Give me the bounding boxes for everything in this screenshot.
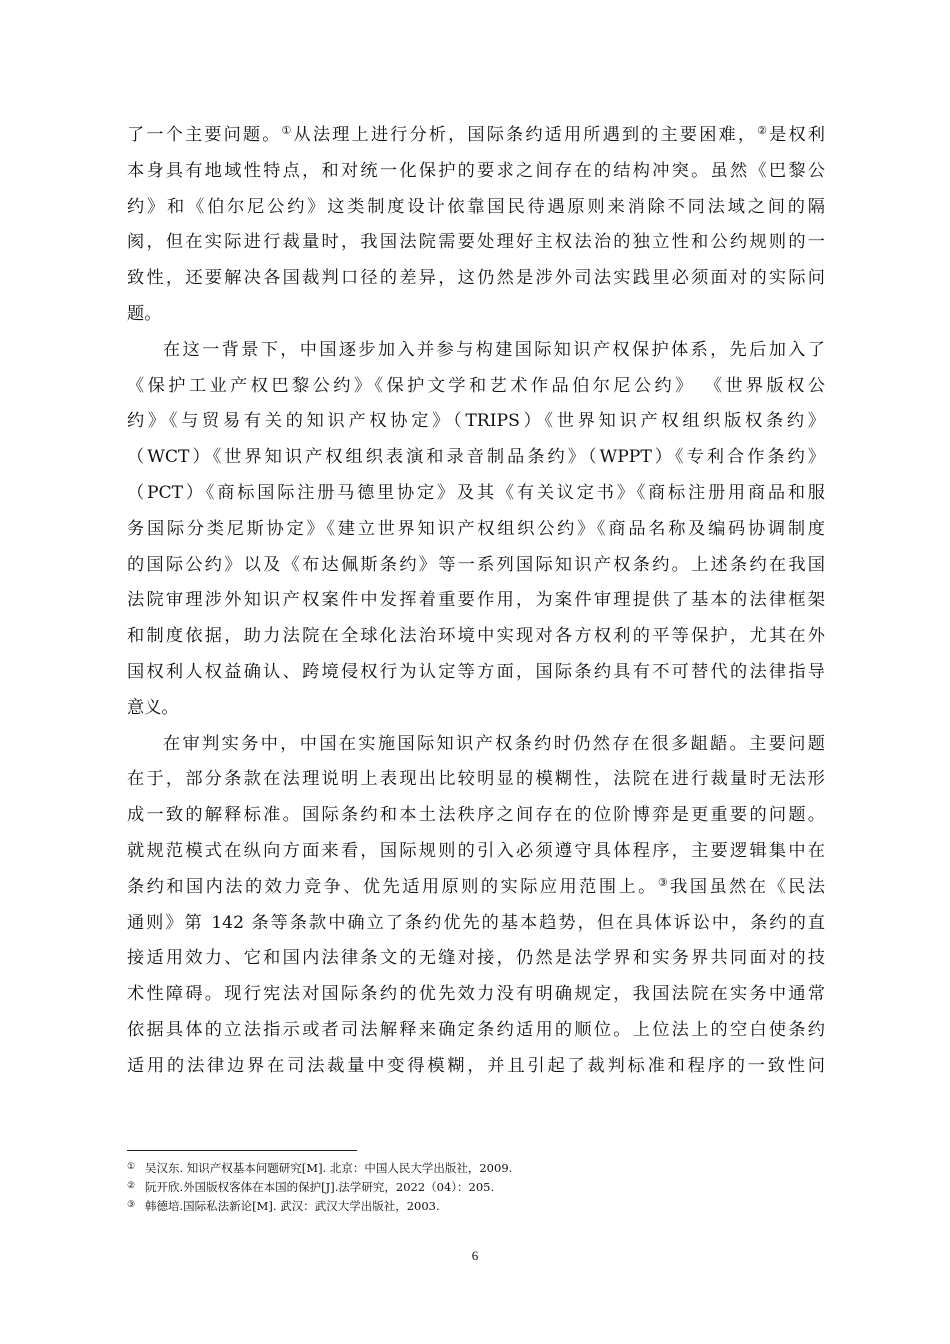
text-segment: 是权利 [769,125,825,145]
text-line: 的国际公约》以及《布达佩斯条约》等一系列国际知识产权条约。上述条约在我国 [127,554,825,575]
text-segment: 了一个主要问题。 [127,125,282,145]
footnotes [127,1158,825,1215]
text-line: 法院审理涉外知识产权案件中发挥着重要作用，为案件审理提供了基本的法律框架 [127,590,825,611]
text-line: 成一致的解释标准。国际条约和本土法秩序之间存在的位阶博弈是更重要的问题。 [127,805,825,826]
footnote-mark: ① [127,1162,136,1172]
page-number: 6 [471,1248,479,1263]
text-line: 阂，但在实际进行裁量时，我国法院需要处理好主权法治的独立性和公约规则的一 [127,232,825,253]
text-line: 通则》第 142 条等条款中确立了条约优先的基本趋势，但在具体诉讼中，条约的直 [127,912,825,933]
text-line: 国权利人权益确认、跨境侵权行为认定等方面，国际条约具有不可替代的法律指导 [127,661,825,682]
text-line: 意义。 [127,697,179,718]
text-line: 致性，还要解决各国裁判口径的差异，这仍然是涉外司法实践里必须面对的实际问 [127,268,825,289]
text-line: （WCT）《世界知识产权组织表演和录音制品条约》（WPPT）《专利合作条约》 [127,447,825,468]
footnote-text: 韩德培.国际私法新论[M]. 武汉：武汉大学出版社，2003. [145,1199,440,1213]
text-segment: 我国虽然在《民法 [670,876,825,897]
paragraph-start-line: 在审判实务中，中国在实施国际知识产权条约时仍然存在很多龃龉。主要问题 [163,733,825,754]
paragraph-start-line: 在这一背景下，中国逐步加入并参与构建国际知识产权保护体系，先后加入了 [163,339,825,360]
text-line [127,118,825,154]
text-line: 术性障碍。现行宪法对国际条约的优先效力没有明确规定，我国法院在实务中通常 [127,984,825,1005]
text-segment: 条约和国内法的效力竞争、优先适用原则的实际应用范围上。 [127,876,658,897]
text-line: 适用的法律边界在司法裁量中变得模糊，并且引起了裁判标准和程序的一致性问 [127,1055,825,1076]
body-text [127,118,825,1085]
text-line: （PCT）《商标国际注册马德里协定》及其《有关议定书》《商标注册用商品和服 [127,482,825,503]
text-line: 《保护工业产权巴黎公约》《保护文学和艺术作品伯尔尼公约》 《世界版权公 [127,375,825,396]
footnote-3 [127,1196,825,1215]
footnote-mark: ③ [127,1200,136,1210]
text-line: 约》和《伯尔尼公约》这类制度设计依靠国民待遇原则来消除不同法域之间的隔 [127,196,825,217]
text-line: 本身具有地域性特点，和对统一化保护的要求之间存在的结构冲突。虽然《巴黎公 [127,160,825,181]
footnote-text: 吴汉东. 知识产权基本问题研究[M]. 北京：中国人民大学出版社，2009. [145,1161,513,1175]
text-line [127,870,825,906]
footnote-ref-1[interactable]: ① [281,124,294,137]
text-segment: 从法理上进行分析，国际条约适用所遇到的主要困难， [293,125,758,145]
footnote-mark: ② [127,1181,136,1191]
text-line: 接适用效力、它和国内法律条文的无缝对接，仍然是法学界和实务界共同面对的技 [127,948,825,969]
text-line: 和制度依据，助力法院在全球化法治环境中实现对各方权利的平等保护，尤其在外 [127,626,825,647]
text-line: 约》《与贸易有关的知识产权协定》（TRIPS）《世界知识产权组织版权条约》 [127,411,825,432]
footnote-1 [127,1158,825,1177]
footnote-divider [127,1150,357,1151]
footnote-2 [127,1177,825,1196]
footnote-ref-2[interactable]: ② [757,124,770,137]
text-line: 就规范模式在纵向方面来看，国际规则的引入必须遵守具体程序，主要逻辑集中在 [127,840,825,861]
footnote-text: 阮开欣.外国版权客体在本国的保护[J].法学研究，2022（04）：205. [145,1180,495,1194]
text-line: 在于，部分条款在法理说明上表现出比较明显的模糊性，法院在进行裁量时无法形 [127,769,825,790]
text-line: 务国际分类尼斯协定》《建立世界知识产权组织公约》《商品名称及编码协调制度 [127,518,825,539]
text-line: 题。 [127,303,162,324]
footnote-ref-3[interactable]: ③ [657,875,671,889]
text-line: 依据具体的立法指示或者司法解释来确定条约适用的顺位。上位法上的空白使条约 [127,1019,825,1040]
